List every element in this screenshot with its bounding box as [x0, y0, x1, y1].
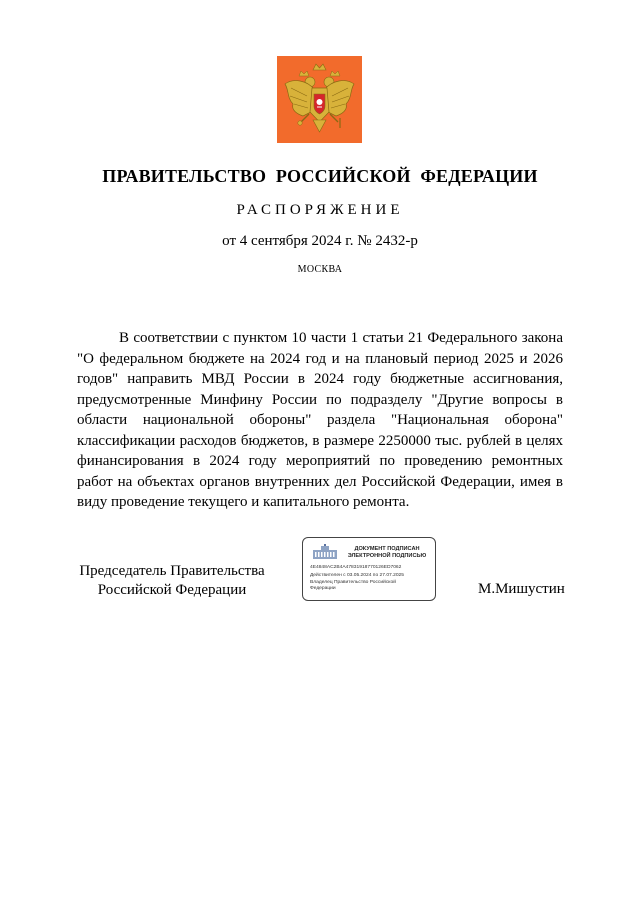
stamp-owner-line2: Федерации — [310, 586, 336, 591]
coat-of-arms-emblem — [277, 56, 362, 143]
stamp-caption — [343, 546, 431, 560]
body-paragraph: В соответствии с пунктом 10 части 1 статьи 21 Федерального закона "О федеральном бюджете на 2024 год и на плановый период 2025 и 2026 годов" направить МВД России в 2024 году бюджетные ассигнования, предусмотренные Минфину России по подразделу "Другие вопросы в области национальной обороны" раздела "Национальная оборона" классификации расходов бюджетов, в размере 2250000 тыс. рублей в целях финансирования в 2024 году мероприятий по проведению ремонтных работ на объектах органов внутренних дел Российской Федерации, имея в виду проведение текущего и капитального ремонта. — [77, 330, 563, 510]
signatory-position-line1: Председатель Правительства — [79, 563, 265, 579]
stamp-owner-line1: Владелец Правительство Российской — [310, 580, 396, 585]
electronic-signature-stamp — [302, 537, 436, 601]
government-building-icon — [311, 544, 339, 560]
signatory-position-line2: Российской Федерации — [97, 582, 247, 598]
signatory-position — [77, 562, 267, 600]
stamp-validity: Действителен с 03.05.2024 по 27.07.2025 — [310, 573, 404, 578]
document-place: МОСКВА — [297, 264, 343, 275]
document-type: РАСПОРЯЖЕНИЕ — [236, 202, 404, 218]
stamp-certificate: 4E4848AC2B4A47831918770126ED7062 — [310, 565, 402, 570]
stamp-caption-line2: ЭЛЕКТРОННОЙ ПОДПИСЬЮ — [347, 553, 427, 559]
government-title: ПРАВИТЕЛЬСТВО РОССИЙСКОЙ ФЕДЕРАЦИИ — [102, 166, 538, 186]
signatory-name: М.Мишустин — [478, 581, 565, 597]
stamp-caption-line1: ДОКУМЕНТ ПОДПИСАН — [354, 546, 420, 552]
document-date-number: от 4 сентября 2024 г. № 2432-р — [222, 233, 418, 249]
